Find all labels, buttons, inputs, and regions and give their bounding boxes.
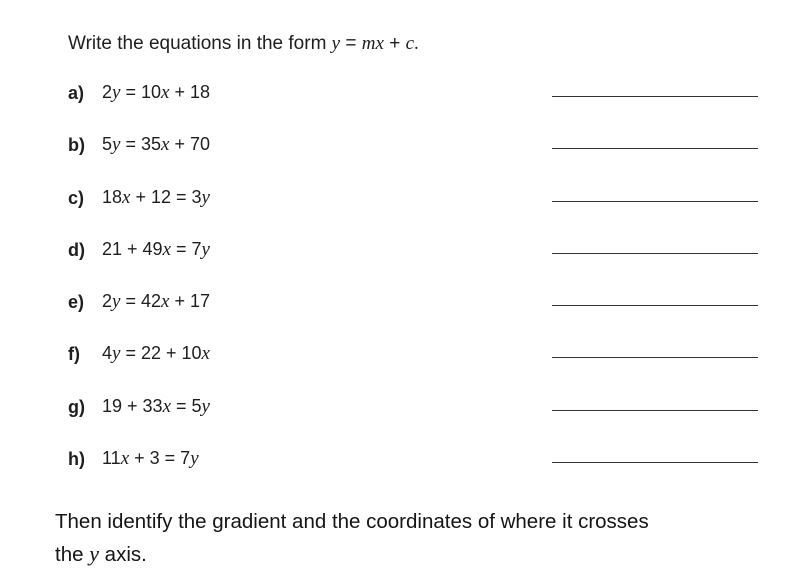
question-label: e) (68, 291, 85, 312)
equation (102, 82, 210, 104)
variable-symbol: x (161, 134, 170, 155)
equation-term: 19 + 33 (102, 396, 163, 416)
answer-line-f[interactable] (552, 357, 758, 358)
variable-symbol: y (112, 343, 121, 364)
question-c (68, 186, 210, 210)
variable-symbol: x (201, 343, 210, 364)
equation-term: 11 (102, 448, 121, 468)
variable-symbol: y (201, 239, 210, 260)
equation-term: + 17 (169, 291, 210, 311)
question-g (68, 395, 210, 419)
variable-symbol: y (112, 82, 121, 103)
variable-symbol: x (162, 396, 171, 417)
variable-symbol: x (122, 187, 131, 208)
equation-term: + 3 = 7 (129, 448, 191, 468)
question-label: c) (68, 187, 85, 208)
equation-term: 5 (102, 134, 113, 154)
question-b (68, 133, 210, 157)
instruction-text: Write the equations in the form y = mx + c. (68, 33, 419, 54)
variable-symbol: y (112, 291, 121, 312)
equation-term: = 42 (120, 291, 161, 311)
question-f (68, 342, 210, 366)
equation (102, 134, 210, 156)
equation-term: 18 (102, 187, 123, 207)
question-a (68, 81, 210, 105)
question-label: d) (68, 239, 85, 260)
variable-symbol: x (162, 239, 171, 260)
equation-term: 2 (102, 291, 113, 311)
answer-line-a[interactable] (552, 96, 758, 97)
equation (102, 291, 210, 313)
form-mx-symbol: mx (361, 33, 384, 54)
question-e (68, 290, 210, 314)
equation-term: = 35 (120, 134, 161, 154)
form-c-symbol: c (405, 33, 415, 54)
question-label: a) (68, 82, 85, 103)
question-label: b) (68, 134, 85, 155)
equation (102, 187, 210, 209)
equation-term: = 10 (120, 82, 161, 102)
answer-line-e[interactable] (552, 305, 758, 306)
equation-term: + 70 (169, 134, 210, 154)
equation-term: 21 + 49 (102, 239, 163, 259)
form-y-symbol: y (331, 33, 341, 54)
equation-term: + 12 = 3 (130, 187, 202, 207)
question-label: g) (68, 396, 85, 417)
question-label: h) (68, 448, 85, 469)
equation (102, 396, 210, 418)
answer-line-b[interactable] (552, 148, 758, 149)
y-axis-symbol: y (89, 541, 99, 566)
follow-up-line-1: Then identify the gradient and the coordinates of where it crosses (55, 510, 649, 533)
equation (102, 239, 210, 261)
variable-symbol: x (161, 291, 170, 312)
equation-term: = 22 + 10 (120, 343, 202, 363)
follow-up-instruction: Then identify the gradient and the coordinates of where it crosses the y axis. (55, 510, 649, 566)
answer-line-g[interactable] (552, 410, 758, 411)
variable-symbol: y (190, 448, 199, 469)
question-label: f) (68, 343, 80, 364)
equation (102, 343, 210, 365)
answer-line-d[interactable] (552, 253, 758, 254)
equation-term: + 18 (169, 82, 210, 102)
equation-term: 4 (102, 343, 113, 363)
equation-term: = 5 (171, 396, 202, 416)
equation-term: 2 (102, 82, 113, 102)
equation-term: = 7 (171, 239, 202, 259)
variable-symbol: y (112, 134, 121, 155)
answer-line-h[interactable] (552, 462, 758, 463)
question-d (68, 238, 210, 262)
equation (102, 448, 199, 470)
answer-line-c[interactable] (552, 201, 758, 202)
variable-symbol: x (161, 82, 170, 103)
variable-symbol: y (201, 187, 210, 208)
variable-symbol: x (120, 448, 130, 469)
variable-symbol: y (201, 396, 210, 417)
question-h (68, 447, 199, 471)
